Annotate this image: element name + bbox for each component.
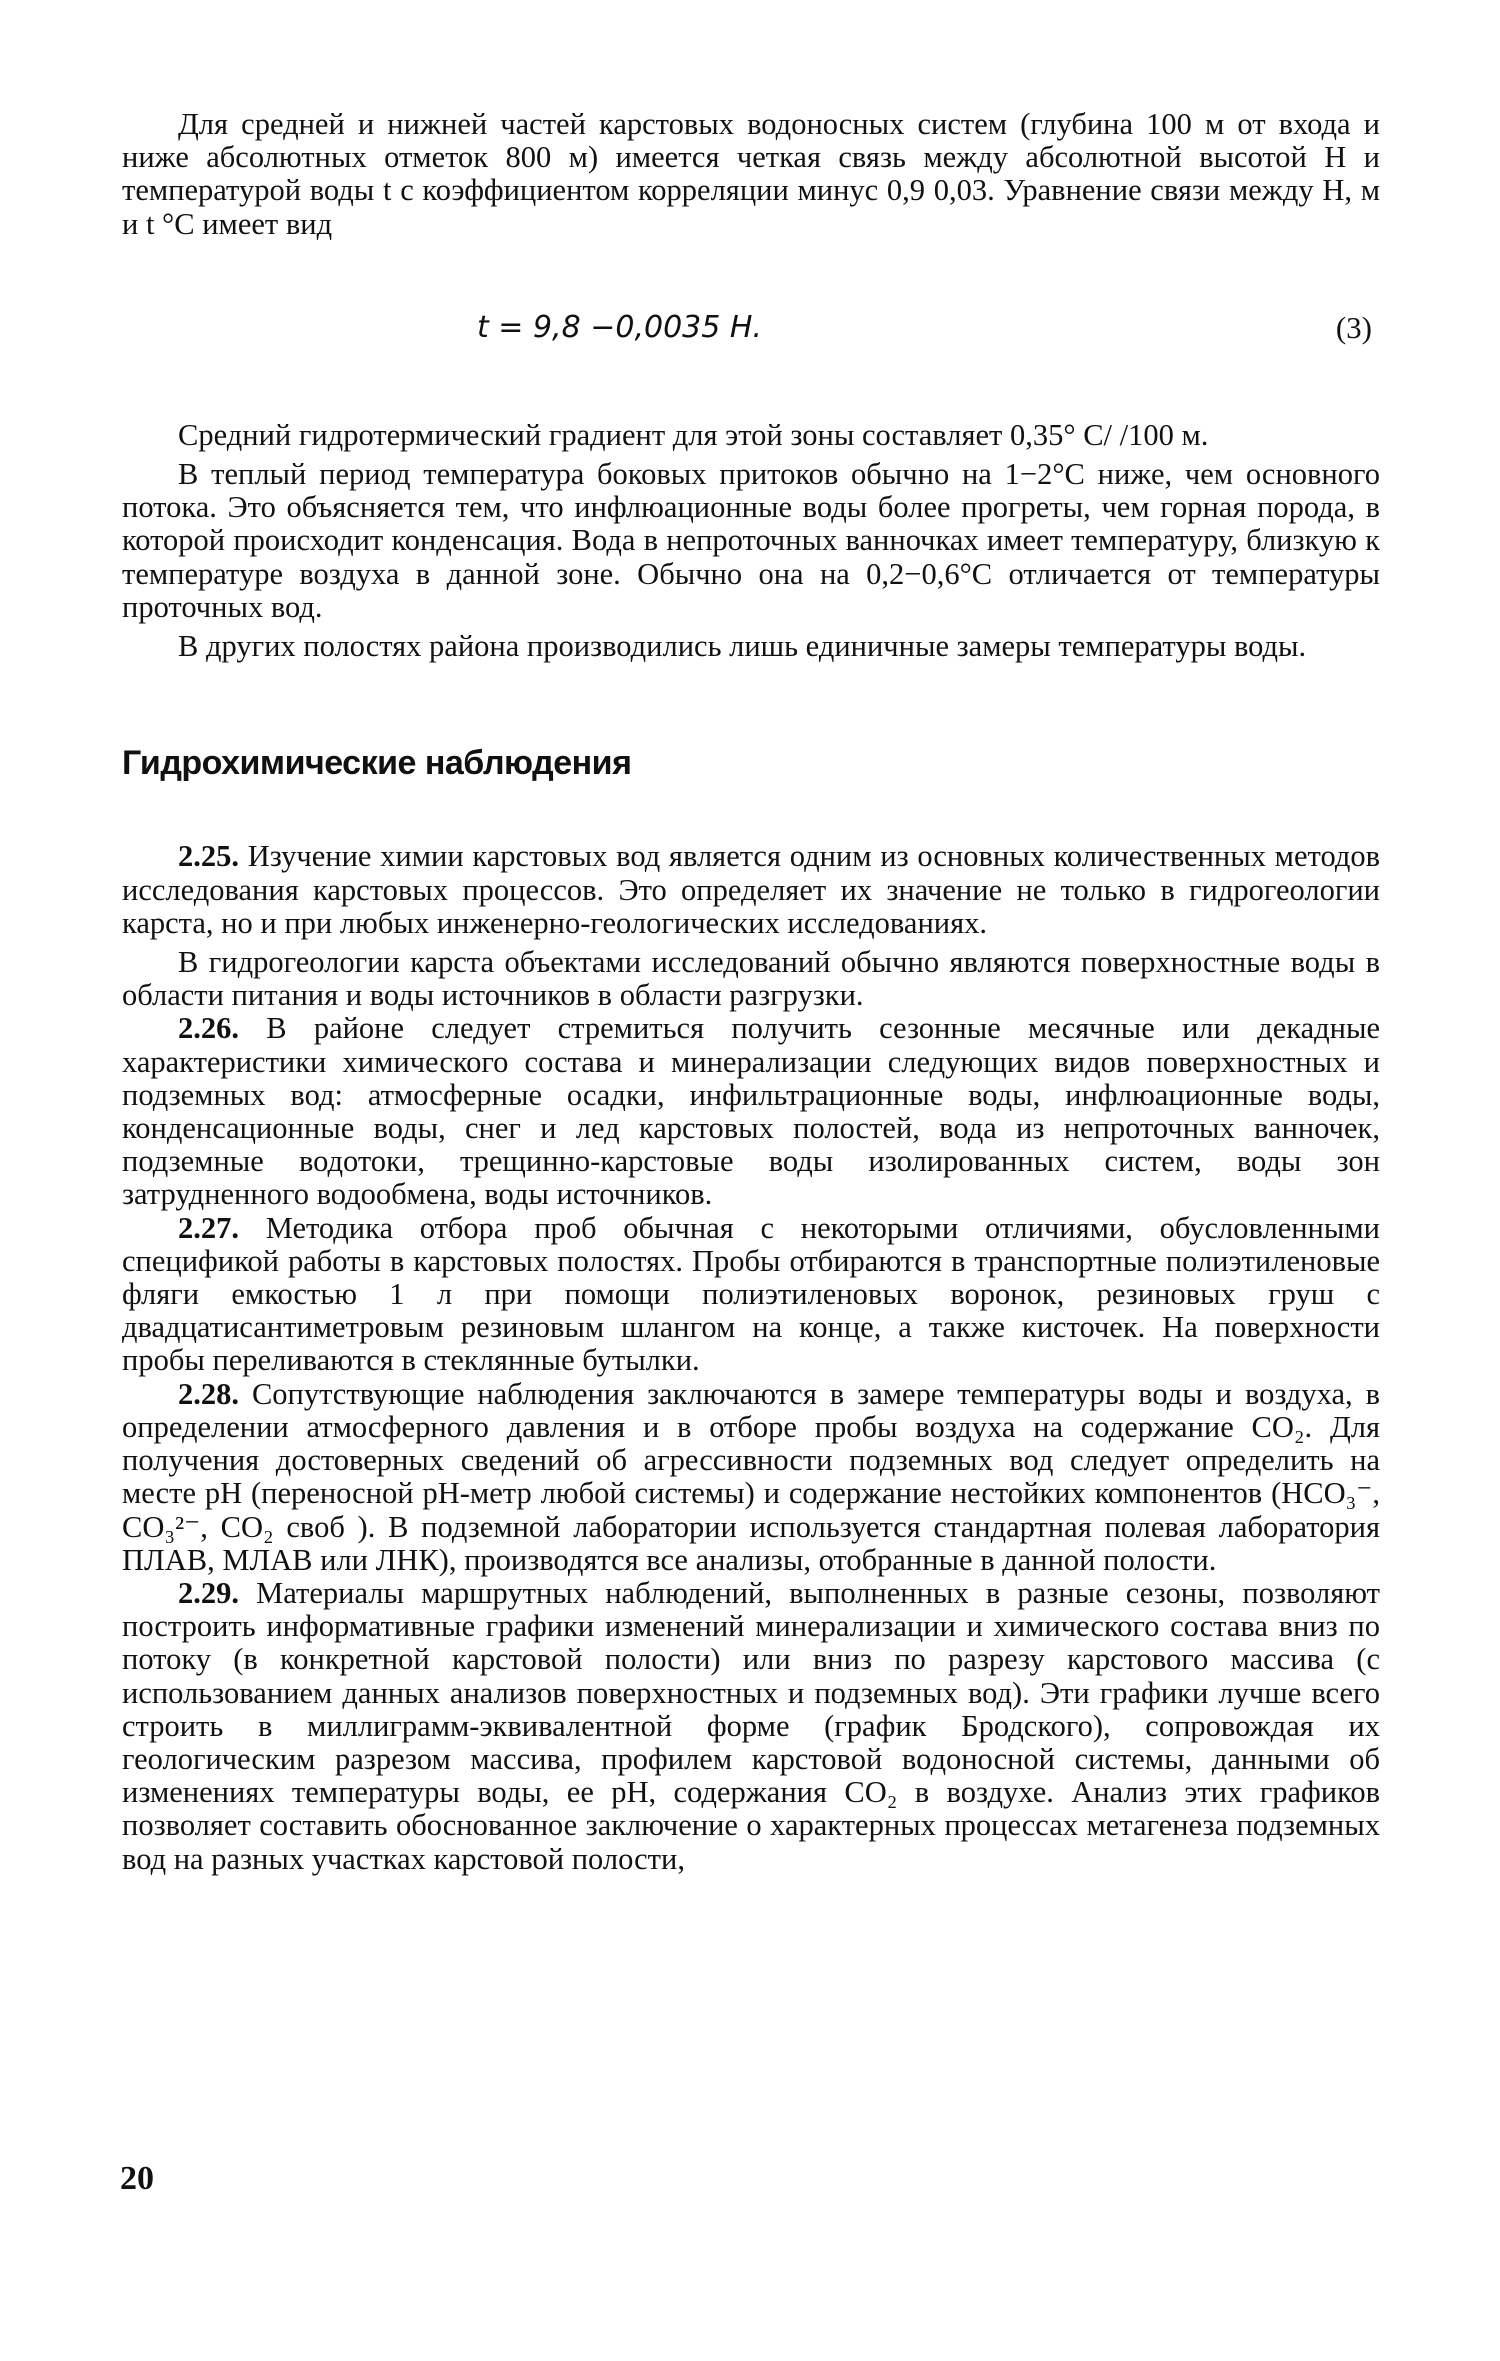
page-number: 20: [120, 2160, 154, 2197]
equation-formula: t = 9,8 −0,0035 H.: [477, 309, 762, 345]
clause-text: Материалы маршрутных наблюдений, выполненных в разные сезоны, позволяют построить информативные графики изменений минерализации и химического состава вниз по потоку (в конкретной карстовой полости) или вниз по разрезу карстового массива (с использованием данных анализов поверхностных и подземных вод). Эти графики лучше всего строить в миллиграмм-эквивалентной форме (график Бродского), сопровождая их геологическим разрезом массива, профилем карстовой водоносной системы, данными об изменениях температуры воды, ее pH, содержания CO₂ в воздухе. Анализ этих графиков позволяет составить обоснованное заключение о характерных процессах метагенеза подземных вод на разных участках карстовой полости,: [122, 1575, 1380, 1876]
clause-number: 2.26.: [178, 1011, 239, 1046]
paragraph-2-27: [122, 1212, 1380, 1378]
paragraph-2-29: [122, 1577, 1380, 1876]
paragraph-warm-period: В теплый период температура боковых притоков обычно на 1−2°С ниже, чем основного потока. Это объясняется тем, что инфлюационные воды более прогреты, чем горная порода, в которой происходит конденсация. Вода в непроточных ванночках имеет температуру, близкую к температуре воздуха в данной зоне. Обычно она на 0,2−0,6°С отличается от температуры проточных вод.: [122, 457, 1380, 624]
paragraph-gradient: Средний гидротермический градиент для этой зоны составляет 0,35° С/ /100 м.: [178, 417, 1209, 452]
clause-text: Сопутствующие наблюдения заключаются в замере температуры воды и воздуха, в определении атмосферного давления и в отборе пробы воздуха на содержание CO₂. Для получения достоверных сведений об агрессивности подземных вод следует определить на месте pH (переносной pH-метр любой системы) и содержание нестойких компонентов (HCO₃⁻, CO₃²⁻, CO₂ своб ). В подземной лаборатории используется стандартная полевая лаборатория ПЛАВ, МЛАВ или ЛНК), производятся все анализы, отобранные в данной полости.: [122, 1376, 1380, 1577]
section-heading: Гидрохимические наблюдения: [122, 744, 632, 783]
equation-number: (3): [1335, 309, 1372, 345]
clause-text: В районе следует стремиться получить сезонные месячные или декадные характеристики химического состава и минерализации следующих видов поверхностных и подземных вод: атмосферные осадки, инфильтрационные воды, инфлюационные воды, конденсационные воды, снег и лед карстовых полостей, вода из непроточных ванночек, подземные водотоки, трещинно-карстовые воды изолированных систем, воды зон затрудненного водообмена, воды источников.: [122, 1011, 1380, 1212]
paragraph-2-25: [122, 840, 1380, 940]
clause-text: В гидрогеологии карста объектами исследований обычно являются поверхностные воды в области питания и воды источников в области разгрузки.: [122, 945, 1380, 1013]
page-body: [122, 108, 1380, 1876]
paragraph-2-28: [122, 1378, 1380, 1577]
clause-number: 2.28.: [178, 1376, 239, 1411]
paragraph-other-cavities: В других полостях района производились лишь единичные замеры температуры воды.: [178, 629, 1307, 664]
equation-3: [122, 311, 1380, 375]
clause-number: 2.25.: [178, 839, 239, 874]
clause-number: 2.29.: [178, 1575, 239, 1610]
clause-number: 2.27.: [178, 1210, 239, 1245]
paragraph-altitude-correlation: Для средней и нижней частей карстовых водоносных систем (глубина 100 м от входа и ниже абсолютных отметок 800 м) имеется четкая связь между абсолютной высотой Н и температурой воды t с коэффициентом корреляции минус 0,9 0,03. Уравнение связи между Н, м и t °С имеет вид: [122, 107, 1380, 241]
clause-text: Методика отбора проб обычная с некоторыми отличиями, обусловленными спецификой работы в карстовых полостях. Пробы отбираются в транспортные полиэтиленовые фляги емкостью 1 л при помощи полиэтиленовых воронок, резиновых груш с двадцатисантиметровым резиновым шлангом на конце, а также кисточек. На поверхности пробы переливаются в стеклянные бутылки.: [122, 1210, 1380, 1378]
paragraph-2-26: [122, 1012, 1380, 1211]
paragraph-2-25-cont: [122, 946, 1380, 1012]
clause-text: Изучение химии карстовых вод является одним из основных количественных методов исследования карстовых процессов. Это определяет их значение не только в гидрогеологии карста, но и при любых инженерно-геологических исследованиях.: [122, 839, 1380, 940]
